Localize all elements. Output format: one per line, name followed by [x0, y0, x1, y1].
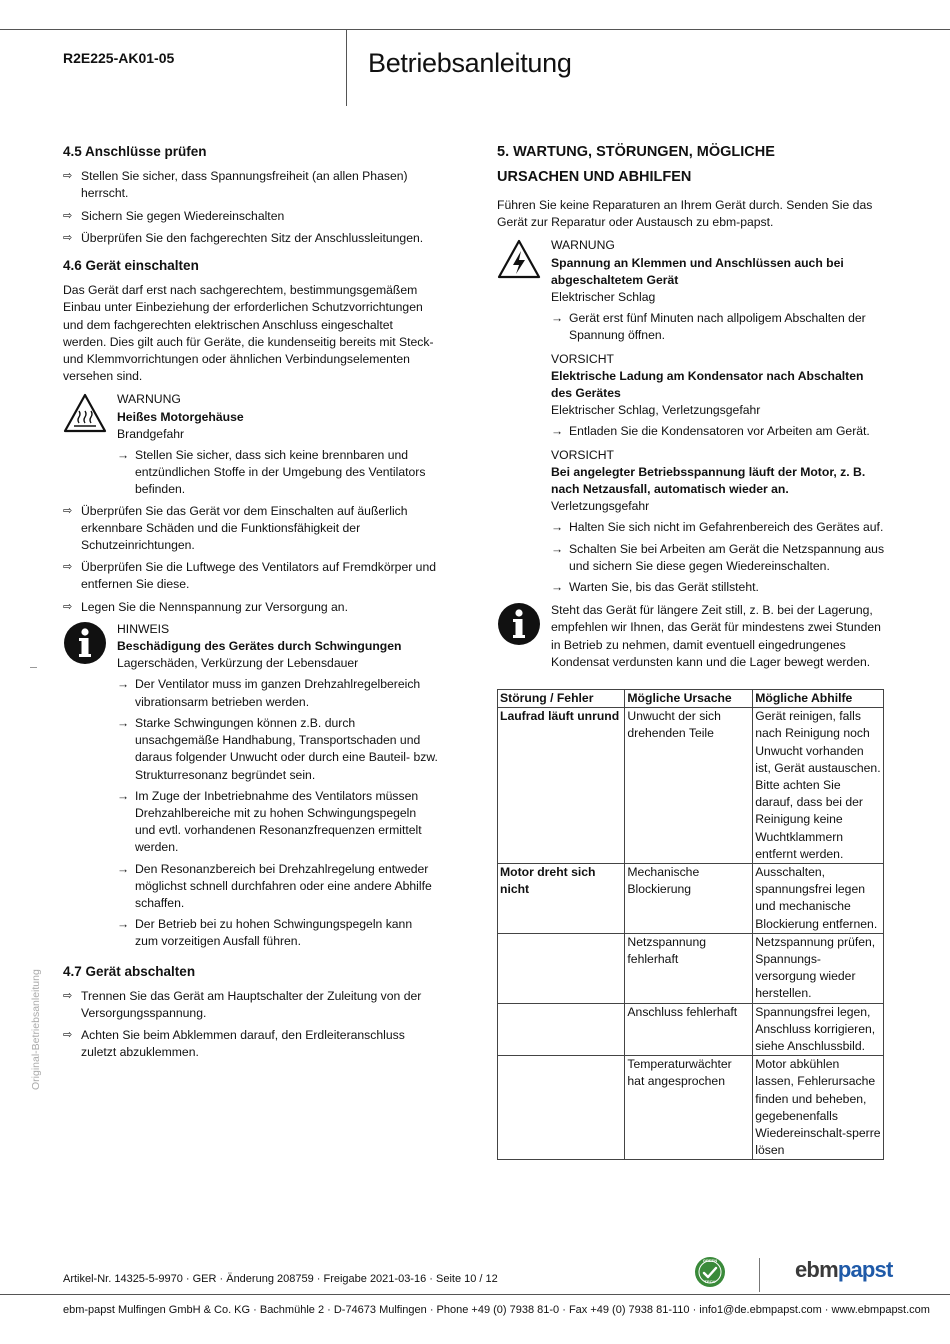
side-label: Original-Betriebsanleitung — [30, 969, 42, 1090]
troubleshooting-table — [497, 689, 884, 1160]
warning-type: WARNUNG — [117, 392, 181, 407]
list-item: ⇨ Überprüfen Sie den fachgerechten Sitz der Anschlussleitungen. — [63, 230, 438, 247]
caution-consequence: Verletzungsgefahr — [551, 499, 650, 514]
list-item: ⇨ Überprüfen Sie die Luftwege des Ventilators auf Fremdkörper und entfernen Sie diese. — [63, 560, 436, 592]
footer-company-info: ebm-papst Mulfingen GmbH & Co. KG · Bachmühle 2 · D-74673 Mulfingen · Phone +49 (0) 7938 81-0 · Fax +49 (0) 7938 81-110 · info1@de.ebmpapst.com · www.ebmpapst.com — [63, 1304, 930, 1316]
table-cell: Spannungsfrei legen, Anschluss korrigieren, siehe Anschlussbild. — [753, 1003, 884, 1056]
table-cell — [498, 1056, 625, 1160]
arrow-bullet-icon: ⇨ — [63, 170, 73, 183]
hot-surface-warning-icon — [63, 391, 107, 435]
arrow-bullet-icon: ⇨ — [63, 504, 73, 517]
right-arrow-icon: → — [117, 448, 130, 463]
header-top-rule — [0, 29, 950, 30]
section-4-7-title: 4.7 Gerät abschalten — [63, 963, 196, 979]
warning-actions — [117, 447, 438, 499]
warning-consequence: Brandgefahr — [117, 426, 185, 441]
arrow-bullet-icon: ⇨ — [63, 600, 73, 613]
list-item: ⇨ Stellen Sie sicher, dass Spannungsfreiheit (an allen Phasen) herrscht. — [63, 169, 408, 201]
warning-headline: Spannung an Klemmen und Anschlüssen auch bei abgeschaltetem Gerät — [551, 255, 844, 287]
caution-capacitor — [551, 351, 887, 441]
info-icon — [497, 602, 541, 646]
table-cell: Unwucht der sich drehenden Teile — [625, 708, 753, 864]
caution-type: VORSICHT — [551, 447, 614, 462]
right-arrow-icon: → — [551, 580, 564, 595]
hint-consequence: Lagerschäden, Verkürzung der Lebensdauer — [117, 656, 359, 671]
doc-number: R2E225-AK01-05 — [63, 50, 175, 66]
column-header: Mögliche Ursache — [625, 690, 753, 708]
remedy-text: Gerät reinigen, falls nach Reinigung noch Unwucht vorhanden ist, Gerät austauschen. — [755, 709, 881, 775]
caution-consequence: Elektrischer Schlag, Verletzungsgefahr — [551, 403, 761, 418]
table-cell: Mechanische Blockierung — [625, 864, 753, 934]
hint-actions — [117, 676, 438, 950]
section-4-5-list — [63, 168, 438, 247]
list-item: → Halten Sie sich nicht im Gefahrenbereich des Gerätes auf. — [551, 519, 887, 536]
hint-headline: Beschädigung des Gerätes durch Schwingungen — [117, 639, 402, 654]
table-row — [498, 933, 884, 1003]
list-item: → Stellen Sie sicher, dass sich keine brennbaren und entzündlichen Stoffe in der Umgebung des Ventilators befinden. — [117, 448, 426, 497]
caution-type: VORSICHT — [551, 351, 614, 366]
list-item: → Entladen Sie die Kondensatoren vor Arbeiten am Gerät. — [551, 423, 887, 440]
warning-headline: Heißes Motorgehäuse — [117, 409, 244, 424]
caution-restart — [551, 447, 887, 597]
list-item: ⇨ Legen Sie die Nennspannung zur Versorgung an. — [63, 599, 438, 616]
right-arrow-icon: → — [117, 715, 130, 730]
table-row — [498, 1003, 884, 1056]
warning-consequence: Elektrischer Schlag — [551, 290, 656, 305]
table-header-row — [498, 690, 884, 708]
arrow-bullet-icon: ⇨ — [63, 561, 73, 574]
caution-headline: Elektrische Ladung am Kondensator nach Abschalten des Gerätes — [551, 368, 864, 401]
table-cell: Laufrad läuft unrund — [498, 708, 625, 864]
table-row — [498, 708, 884, 864]
arrow-bullet-icon: ⇨ — [63, 209, 73, 222]
table-cell: Netzspannung prüfen, Spannungs-versorgung wieder herstellen. — [753, 933, 884, 1003]
column-header: Mögliche Abhilfe — [753, 690, 884, 708]
right-arrow-icon: → — [117, 677, 130, 692]
side-tick — [30, 667, 37, 668]
list-item: ⇨ Sichern Sie gegen Wiedereinschalten — [63, 208, 438, 225]
left-column — [63, 143, 438, 1067]
section-4-5-title: 4.5 Anschlüsse prüfen — [63, 144, 207, 159]
right-arrow-icon: → — [551, 520, 564, 535]
greentech-badge-text: GREEN — [702, 1258, 718, 1263]
table-cell: Temperaturwächter hat angesprochen — [625, 1056, 753, 1160]
table-cell: Ausschalten, spannungsfrei legen und mechanische Blockierung entfernen. — [753, 864, 884, 934]
section-4-7-list — [63, 988, 438, 1062]
warning-voltage — [497, 237, 887, 596]
info-storage — [497, 602, 887, 671]
header-divider — [346, 30, 347, 106]
table-cell — [498, 933, 625, 1003]
hint-type: HINWEIS — [117, 621, 170, 636]
caution-headline: Bei angelegter Betriebsspannung läuft der Motor, z. B. nach Netzausfall, automatisch wieder an. — [551, 464, 866, 497]
caution-actions — [551, 423, 887, 440]
table-row — [498, 1056, 884, 1160]
greentech-badge-text-2: TECH — [704, 1279, 716, 1284]
section-4-6-paragraph: Das Gerät darf erst nach sachgerechtem, bestimmungsgemäßem Einbau unter Einbeziehung der erforderlichen Schutzvorrichtungen und dem fachgerechten elektrischen Anschluss eingeschaltet werden. Dies gilt auch für Geräte, die kundenseitig bereits mit Steck- und Klemmvorrichtungen oder ähnlichen Verbindungselementen versehen sind. — [63, 283, 434, 384]
electric-shock-warning-icon — [497, 237, 541, 281]
right-arrow-icon: → — [117, 788, 130, 803]
arrow-bullet-icon: ⇨ — [63, 1029, 73, 1042]
section-5-title-line1: 5. WARTUNG, STÖRUNGEN, MÖGLICHE — [497, 144, 775, 160]
ebmpapst-logo: ebmpapst — [795, 1257, 893, 1282]
table-cell: Netzspannung fehlerhaft — [625, 933, 753, 1003]
table-row — [498, 864, 884, 934]
table-cell — [498, 1003, 625, 1056]
info-text: Steht das Gerät für längere Zeit still, z. B. bei der Lagerung, empfehlen wir Ihnen, das Gerät für mindestens zwei Stunden in Betrieb zu nehmen, damit eventuell eingedrungenes Kondensat verdunsten kann und die Lager bewegt werden. — [551, 603, 881, 669]
footer-logo-divider — [759, 1258, 760, 1292]
column-header: Störung / Fehler — [498, 690, 625, 708]
info-icon — [63, 621, 107, 665]
right-column — [497, 140, 887, 671]
list-item: → Der Betrieb bei zu hohen Schwingungspegeln kann zum vorzeitigen Ausfall führen. — [117, 917, 413, 949]
footer-rule — [0, 1294, 950, 1295]
arrow-bullet-icon: ⇨ — [63, 231, 73, 244]
list-item: ⇨ Überprüfen Sie das Gerät vor dem Einschalten auf äußerlich erkennbare Schäden und die Funktionsfähigkeit der Schutzeinrichtungen. — [63, 503, 408, 553]
list-item: ⇨ Achten Sie beim Abklemmen darauf, den Erdleiteranschluss zuletzt abzuklemmen. — [63, 1028, 405, 1060]
arrow-bullet-icon: ⇨ — [63, 989, 73, 1002]
caution-actions — [551, 519, 887, 596]
list-item: → Der Ventilator muss im ganzen Drehzahlregelbereich vibrationsarm betrieben werden. — [117, 677, 421, 709]
list-item: → Warten Sie, bis das Gerät stillsteht. — [551, 579, 887, 596]
footer-article-info: Artikel-Nr. 14325-5-9970 · GER · Änderung 208759 · Freigabe 2021-03-16 · Seite 10 / 12 — [63, 1273, 498, 1285]
table-cell: Motor dreht sich nicht — [498, 864, 625, 934]
table-cell — [753, 708, 884, 864]
table-cell: Anschluss fehlerhaft — [625, 1003, 753, 1056]
right-arrow-icon: → — [117, 861, 130, 876]
section-4-6-list — [63, 503, 438, 616]
page-title: Betriebsanleitung — [368, 48, 572, 78]
right-arrow-icon: → — [551, 424, 564, 439]
list-item: ⇨ Trennen Sie das Gerät am Hauptschalter der Zuleitung von der Versorgungsspannung. — [63, 988, 422, 1020]
list-item: → Im Zuge der Inbetriebnahme des Ventilators müssen Drehzahlbereiche mit zu hohen Schwingungspegeln und evtl. vorhandenen Resonanzfrequenzen ermittelt werden. — [117, 788, 422, 855]
list-item: → Starke Schwingungen können z.B. durch unsachgemäße Handhabung, Transportschaden und daraus folgender Unwucht oder durch eine Bauteil- bzw. Strukturresonanz begründet sein. — [117, 715, 438, 782]
list-item: → Gerät erst fünf Minuten nach allpoligem Abschalten der Spannung öffnen. — [551, 311, 866, 343]
right-arrow-icon: → — [117, 917, 130, 932]
section-4-6-title: 4.6 Gerät einschalten — [63, 258, 199, 274]
right-arrow-icon: → — [551, 311, 564, 326]
warning-actions — [551, 310, 887, 344]
warning-hot-housing — [63, 391, 438, 498]
remedy-note: Bitte achten Sie darauf, dass bei der Reinigung keine Wuchtklammern entfernt werden. — [755, 778, 863, 861]
list-item: → Den Resonanzbereich bei Drehzahlregelung entweder möglichst schnell durchfahren oder eine andere Abhilfe schaffen. — [117, 861, 432, 910]
section-5-intro: Führen Sie keine Reparaturen an Ihrem Gerät durch. Senden Sie das Gerät zur Reparatur oder Austausch zu ebm-papst. — [497, 198, 873, 230]
list-item: → Schalten Sie bei Arbeiten am Gerät die Netzspannung aus und sichern Sie diese gegen Wiedereinschalten. — [551, 541, 885, 573]
right-arrow-icon: → — [551, 541, 564, 556]
warning-type: WARNUNG — [551, 238, 615, 253]
section-5-title-line2: URSACHEN UND ABHILFEN — [497, 169, 692, 185]
hint-vibrations — [63, 621, 438, 951]
table-cell: Motor abkühlen lassen, Fehlerursache finden und beheben, gegebenenfalls Wiedereinschalt-sperre lösen — [753, 1056, 884, 1160]
